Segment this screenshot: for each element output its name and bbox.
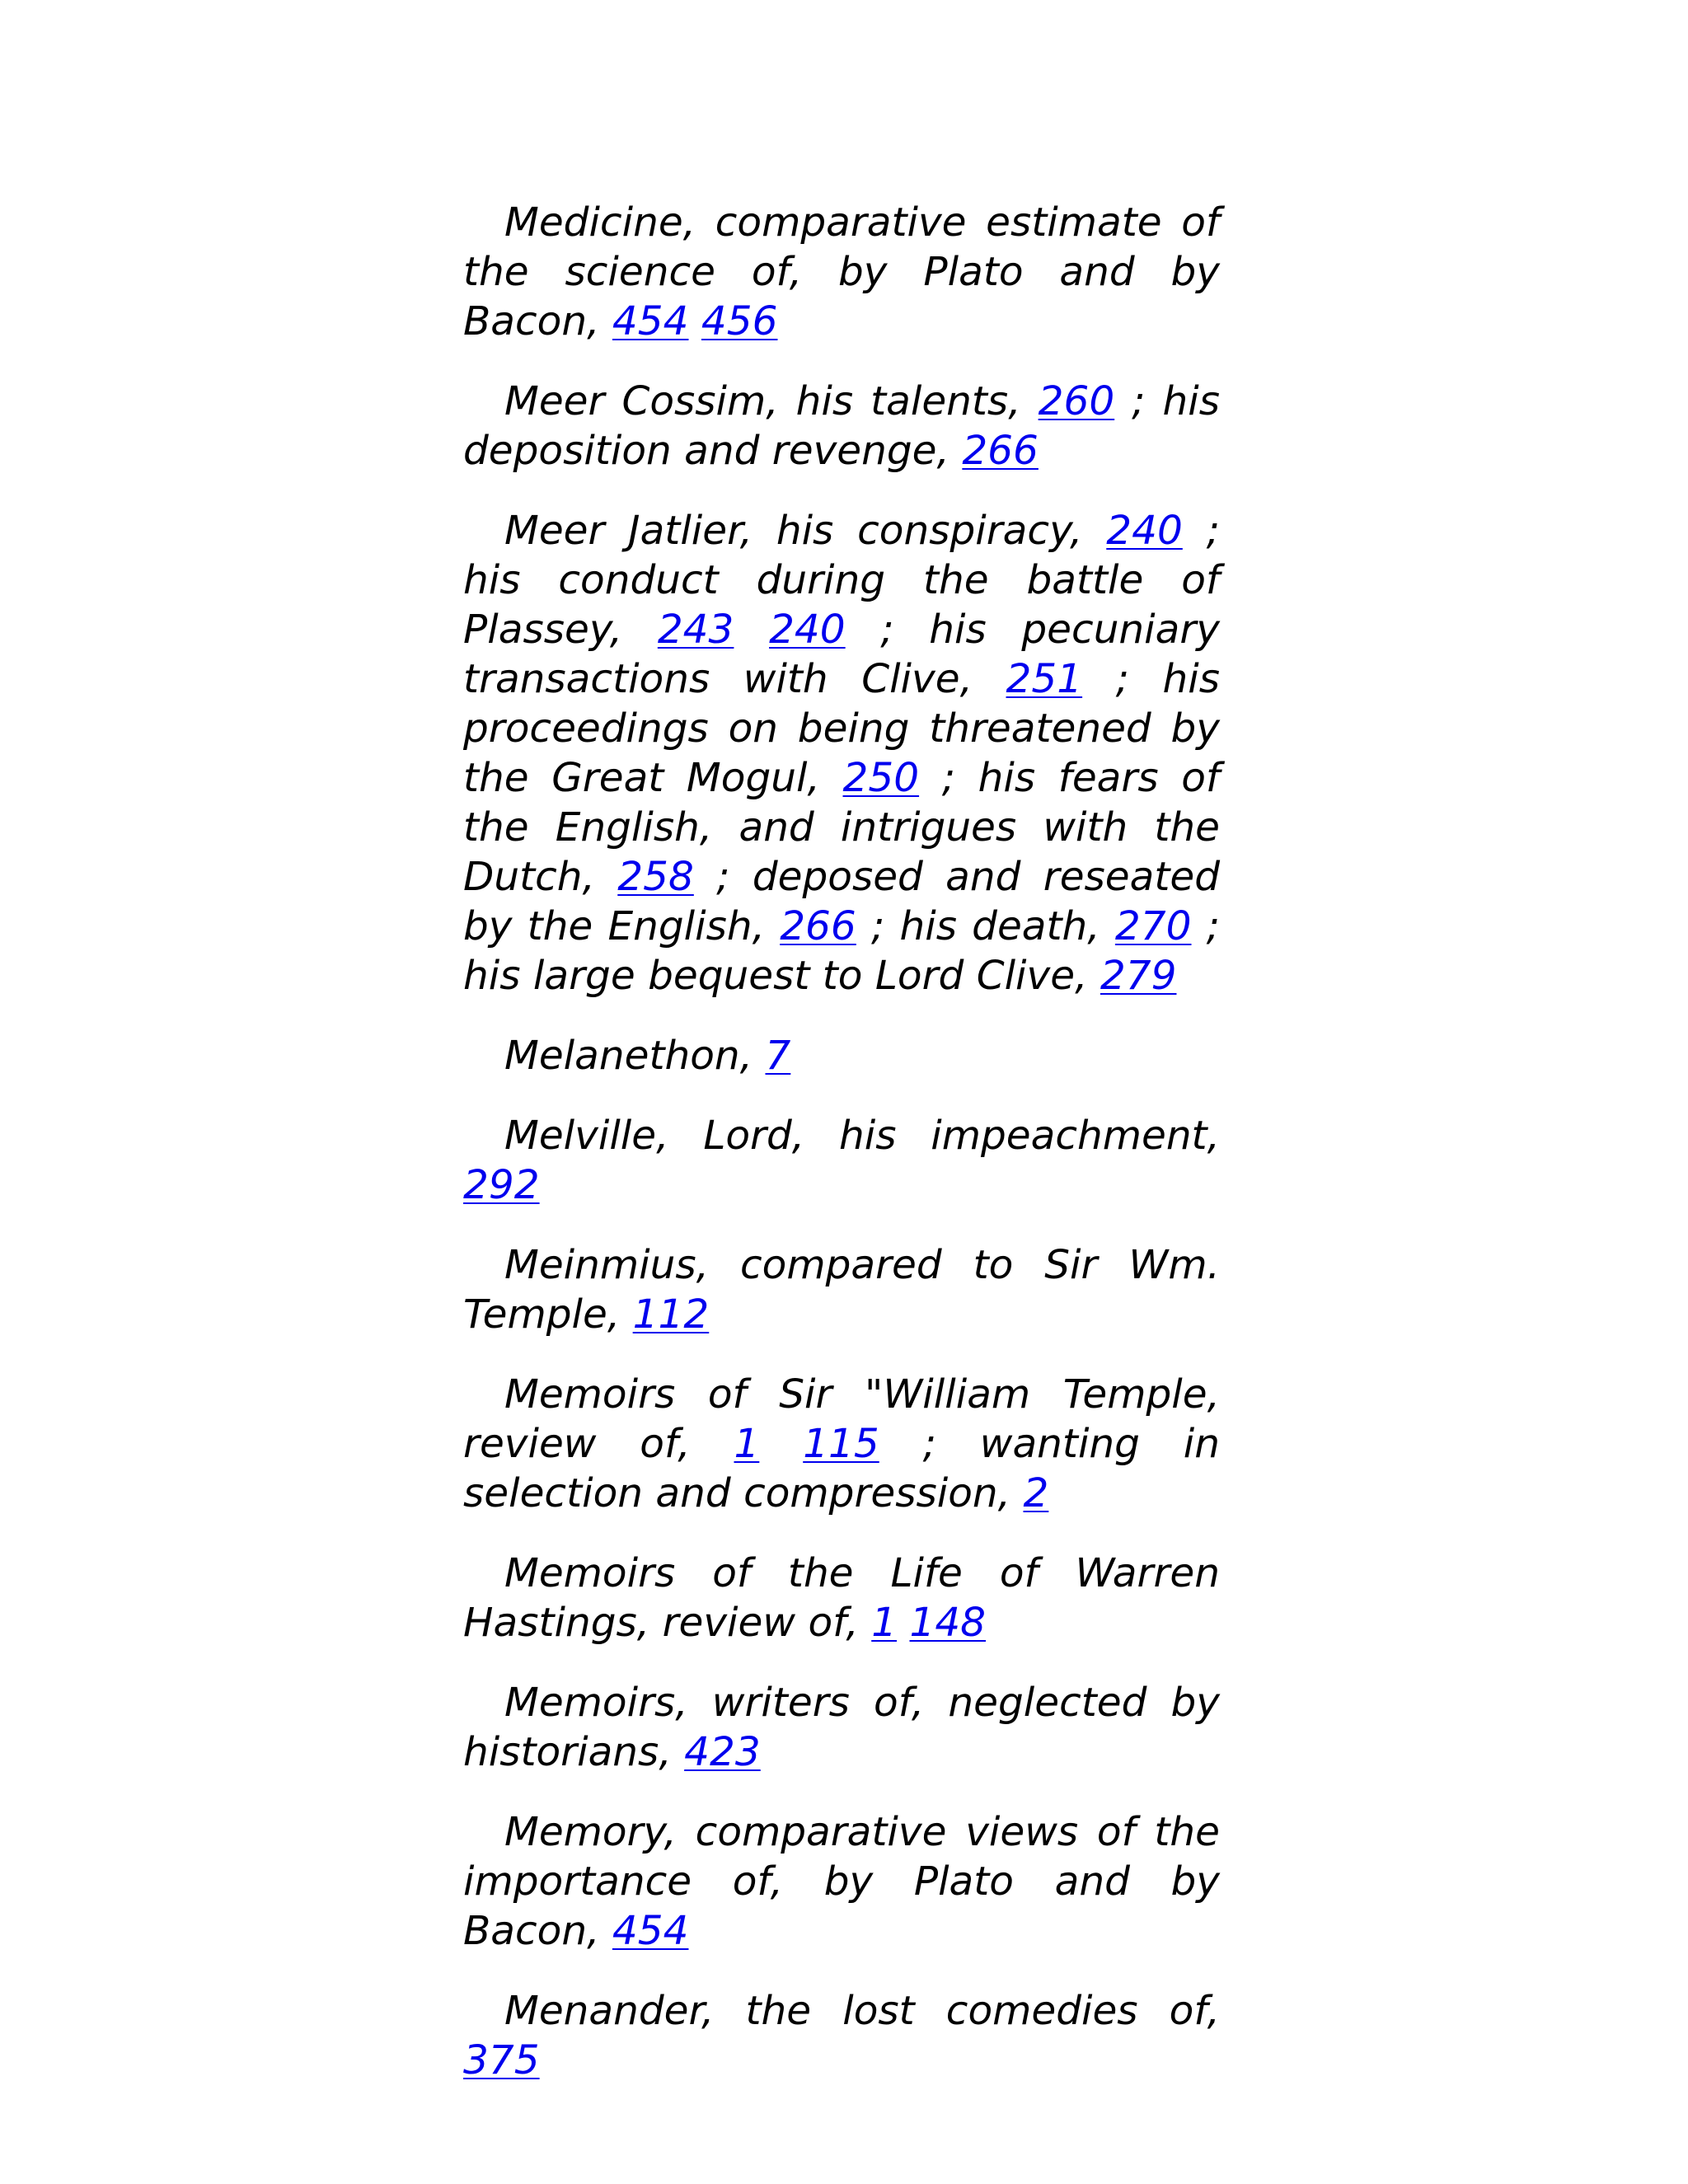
- entry-text: ; deposed and reseated by the English,: [463, 854, 1220, 949]
- entry-text: [734, 607, 769, 653]
- index-entry: [463, 1807, 1220, 1956]
- entry-text: ; his deposition and revenge,: [463, 378, 1220, 474]
- index-entry: [463, 1111, 1220, 1210]
- entry-text: [688, 298, 701, 344]
- page-number-link[interactable]: 292: [463, 1162, 540, 1208]
- page-number-link[interactable]: 243: [657, 607, 734, 653]
- entry-text: Meer Cossim, his talents,: [504, 378, 1039, 424]
- entry-text: ; his proceedings on being threatened by the Great Mogul,: [463, 656, 1221, 801]
- page-number-link[interactable]: 266: [780, 903, 856, 949]
- page-number-link[interactable]: 7: [765, 1033, 791, 1079]
- page-number-link[interactable]: 251: [1006, 656, 1083, 702]
- entry-text: Melville, Lord, his impeachment,: [504, 1113, 1220, 1159]
- entry-text: [897, 1600, 909, 1646]
- index-page: [463, 198, 1220, 2116]
- entry-text: Melanethon,: [504, 1033, 766, 1079]
- entry-text: Memoirs of Sir "William Temple, review of,: [463, 1371, 1220, 1467]
- page-number-link[interactable]: 454: [612, 298, 689, 344]
- index-entry: [463, 1370, 1220, 1518]
- entry-text: ; his conduct during the battle of Plassey,: [463, 508, 1220, 653]
- entry-text: [759, 1421, 803, 1467]
- page-number-link[interactable]: 148: [909, 1600, 987, 1646]
- page-number-link[interactable]: 260: [1038, 378, 1115, 424]
- index-entry: [463, 1678, 1220, 1777]
- entry-text: Memoirs, writers of, neglected by historians,: [463, 1680, 1220, 1775]
- entry-text: Meinmius, compared to Sir Wm. Temple,: [463, 1242, 1220, 1338]
- index-entry: [463, 1549, 1220, 1647]
- page-number-link[interactable]: 258: [617, 854, 694, 900]
- page-number-link[interactable]: 115: [803, 1421, 879, 1467]
- entry-text: ; his pecuniary transactions with Clive,: [463, 607, 1221, 702]
- page-number-link[interactable]: 250: [842, 755, 920, 801]
- page-number-link[interactable]: 279: [1100, 953, 1177, 999]
- entry-text: Memoirs of the Life of Warren Hastings, review of,: [463, 1550, 1220, 1646]
- entry-text: ; his fears of the English, and intrigues with the Dutch,: [463, 755, 1220, 900]
- index-entry: [463, 506, 1220, 1001]
- page-number-link[interactable]: 2: [1023, 1470, 1049, 1516]
- entry-text: ; his large bequest to Lord Clive,: [463, 903, 1220, 999]
- entry-text: Meer Jatlier, his conspiracy,: [504, 508, 1107, 554]
- entry-text: ; wanting in selection and compression,: [463, 1421, 1221, 1516]
- page-number-link[interactable]: 240: [769, 607, 846, 653]
- page-number-link[interactable]: 112: [632, 1291, 710, 1338]
- index-entry: [463, 1240, 1220, 1339]
- page-number-link[interactable]: 240: [1106, 508, 1183, 554]
- index-entry: [463, 377, 1220, 476]
- page-number-link[interactable]: 1: [871, 1600, 898, 1646]
- page-number-link[interactable]: 266: [962, 428, 1039, 474]
- page-number-link[interactable]: 423: [684, 1729, 761, 1775]
- entry-text: Medicine, comparative estimate of the science of, by Plato and by Bacon,: [463, 199, 1220, 344]
- entry-text: ; his death,: [856, 903, 1115, 949]
- index-entry: [463, 1031, 1220, 1080]
- index-entry: [463, 1986, 1220, 2085]
- index-entry: [463, 198, 1220, 346]
- entry-text: Memory, comparative views of the importance of, by Plato and by Bacon,: [463, 1809, 1220, 1954]
- page-number-link[interactable]: 456: [701, 298, 778, 344]
- page-number-link[interactable]: 1: [734, 1421, 760, 1467]
- page-number-link[interactable]: 454: [612, 1908, 689, 1954]
- entry-text: Menander, the lost comedies of,: [504, 1988, 1220, 2034]
- page-number-link[interactable]: 270: [1114, 903, 1192, 949]
- page-number-link[interactable]: 375: [463, 2037, 540, 2083]
